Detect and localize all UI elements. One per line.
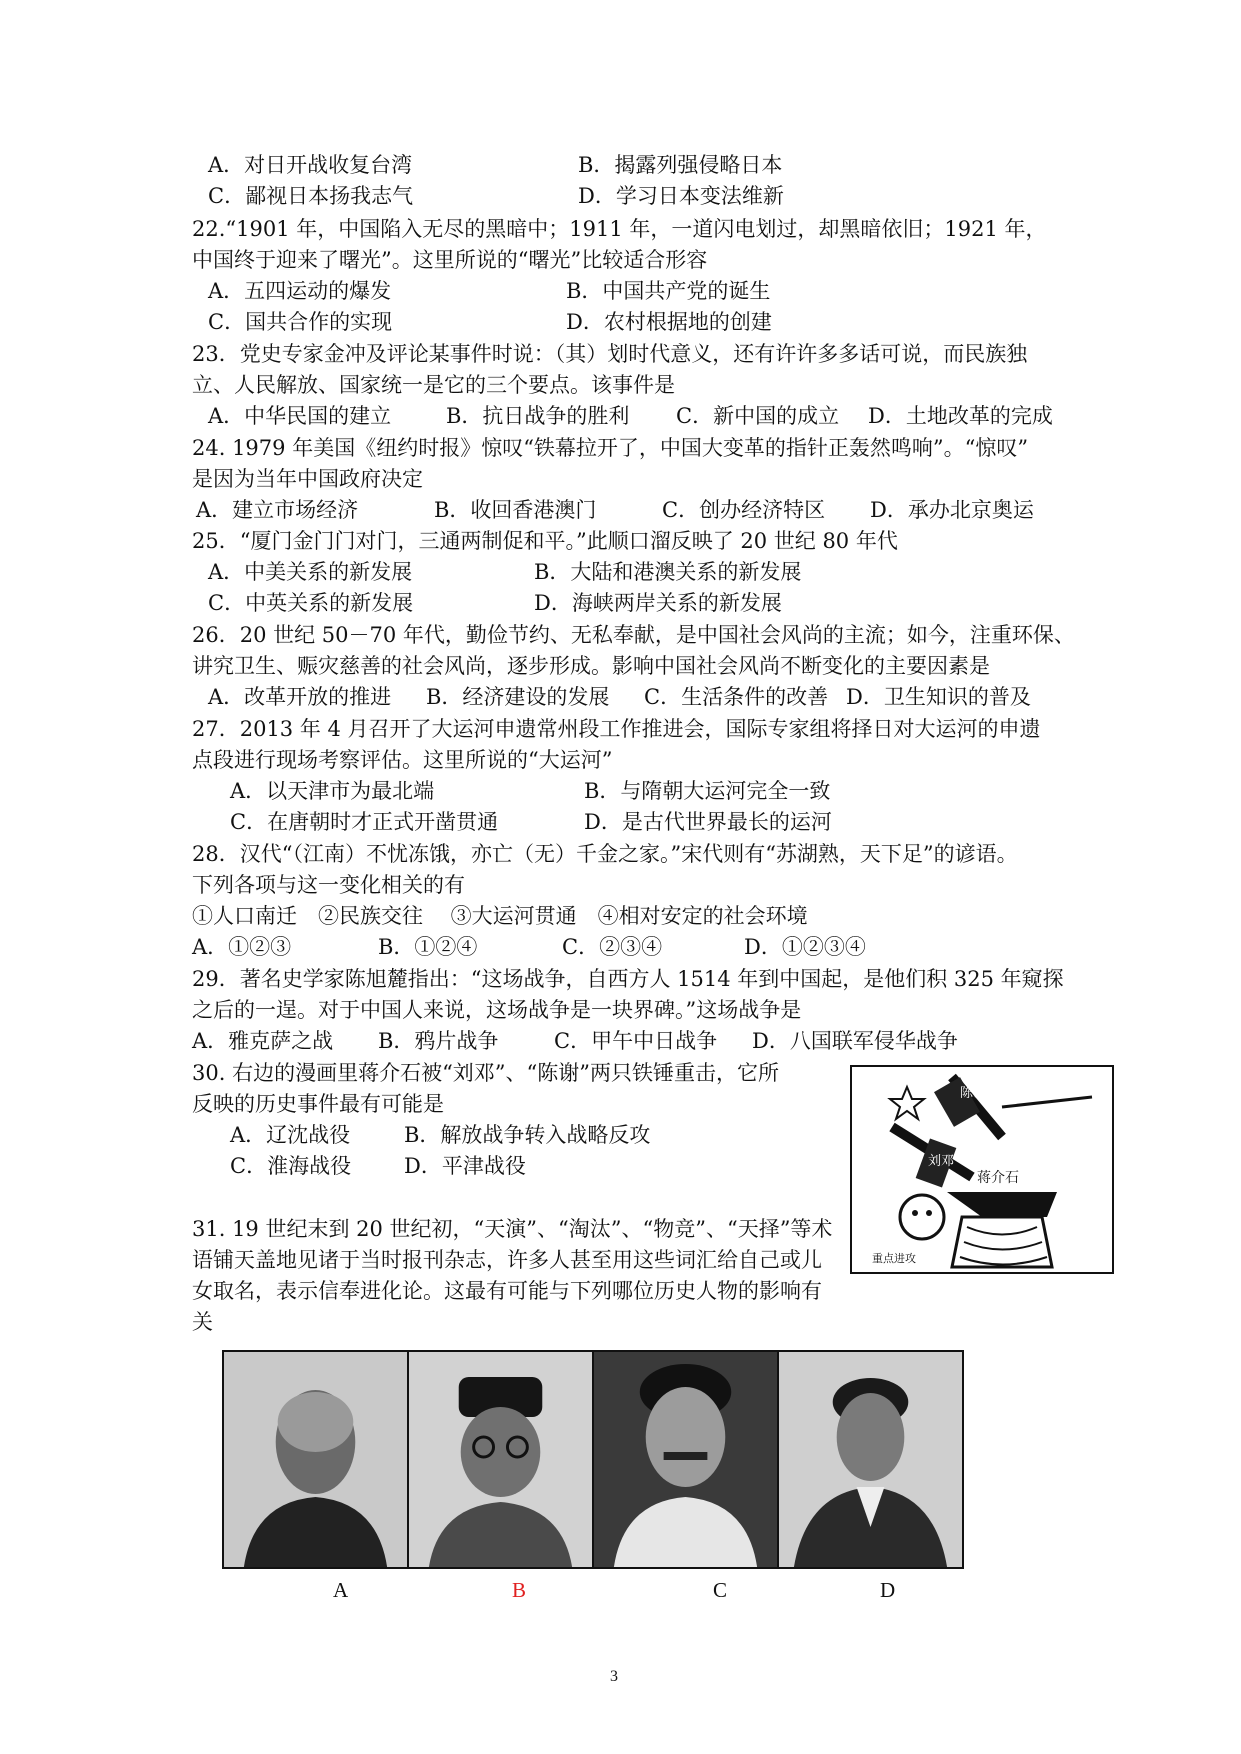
q23-option-a: A．中华民国的建立 — [208, 404, 392, 428]
portrait-label-a: A — [333, 1578, 349, 1602]
q21-option-d: D．学习日本变法维新 — [578, 184, 784, 208]
q29-option-b: B．鸦片战争 — [378, 1029, 499, 1053]
q29-stem-2: 之后的一逞。对于中国人来说，这场战争是一块界碑。”这场战争是 — [192, 998, 802, 1022]
q25-option-b: B．大陆和港澳关系的新发展 — [534, 560, 802, 584]
hammer-head-1 — [934, 1077, 980, 1127]
q30-option-c: C．淮海战役 — [230, 1154, 352, 1178]
portrait-b-image — [409, 1352, 592, 1567]
q28-option-b: B．①②④ — [378, 935, 478, 959]
q25-option-c: C．中英关系的新发展 — [208, 591, 414, 615]
q30-stem-2: 反映的历史事件最有可能是 — [192, 1092, 444, 1116]
cartoon-label-jiang: 蒋介石 — [977, 1170, 1019, 1186]
portrait-c — [594, 1352, 779, 1567]
q24-stem-2: 是因为当年中国政府决定 — [192, 467, 423, 491]
q27-option-d: D．是古代世界最长的运河 — [584, 810, 832, 834]
q21-option-b: B．揭露列强侵略日本 — [578, 153, 783, 177]
portrait-label-b: B — [512, 1578, 527, 1602]
q22-option-b: B．中国共产党的诞生 — [566, 279, 771, 303]
portrait-d-image — [779, 1352, 962, 1567]
q27-option-a: A．以天津市为最北端 — [230, 779, 435, 803]
page-number: 3 — [610, 1668, 618, 1685]
q22-stem-1: 22.“1901 年，中国陷入无尽的黑暗中；1911 年，一道闪电划过，却黑暗依旧；1921 年， — [192, 217, 1047, 241]
q29-stem-1: 29．著名史学家陈旭麓指出：“这场战争，自西方人 1514 年到中国起，是他们积 325 年窥探 — [192, 967, 1064, 991]
q24-option-b: B．收回香港澳门 — [434, 498, 597, 522]
hammer-handle-3 — [1002, 1097, 1092, 1107]
q31-stem-2: 语铺天盖地见诸于当时报刊杂志，许多人甚至用这些词汇给自己或儿 — [192, 1248, 822, 1272]
portrait-label-c: C — [713, 1578, 728, 1602]
q30-option-d: D．平津战役 — [404, 1154, 526, 1178]
q24-stem-1: 24. 1979 年美国《纽约时报》惊叹“铁幕拉开了，中国大变革的指针正轰然鸣响”。“惊叹” — [192, 436, 1029, 460]
q25-option-a: A．中美关系的新发展 — [208, 560, 413, 584]
q25-option-d: D．海峡两岸关系的新发展 — [534, 591, 782, 615]
cartoon-drawing — [852, 1067, 1112, 1272]
q31-stem-3: 女取名，表示信奉进化论。这最有可能与下列哪位历史人物的影响有 — [192, 1279, 822, 1303]
q29-option-c: C．甲午中日战争 — [554, 1029, 718, 1053]
portrait-strip — [222, 1350, 964, 1569]
q22-option-a: A．五四运动的爆发 — [208, 279, 392, 303]
q29-option-d: D．八国联军侵华战争 — [752, 1029, 958, 1053]
q29-option-a: A．雅克萨之战 — [192, 1029, 334, 1053]
q31-stem-1: 31. 19 世纪末到 20 世纪初，“天演”、“淘汰”、“物竞”、“天择”等术 — [192, 1217, 833, 1241]
q27-stem-1: 27．2013 年 4 月召开了大运河申遗常州段工作推进会，国际专家组将择日对大运河的申遗 — [192, 717, 1041, 741]
q30-option-b: B．解放战争转入战略反攻 — [404, 1123, 651, 1147]
q31-stem-4: 关 — [192, 1310, 213, 1334]
q21-option-c: C．鄙视日本扬我志气 — [208, 184, 414, 208]
cartoon-label-liudeng: 刘邓 — [928, 1154, 955, 1169]
q24-option-d: D．承办北京奥运 — [870, 498, 1034, 522]
q23-option-d: D．土地改革的完成 — [868, 404, 1053, 428]
portrait-b — [409, 1352, 594, 1567]
star-mark — [890, 1087, 924, 1119]
portrait-c-image — [594, 1352, 777, 1567]
cartoon-eye-left — [912, 1210, 918, 1216]
q27-option-b: B．与隋朝大运河完全一致 — [584, 779, 831, 803]
q28-items: ①人口南迁 ②民族交往 ③大运河贯通 ④相对安定的社会环境 — [192, 904, 808, 928]
q21-option-a: A．对日开战收复台湾 — [208, 153, 413, 177]
q25-stem: 25．“厦门金门门对门，三通两制促和平。”此顺口溜反映了 20 世纪 80 年代 — [192, 529, 898, 553]
q28-option-c: C．②③④ — [562, 935, 663, 959]
q23-stem-1: 23．党史专家金冲及评论某事件时说：（其）划时代意义，还有许许多多话可说，而民族独 — [192, 342, 1028, 366]
anvil — [947, 1192, 1057, 1217]
q22-stem-2: 中国终于迎来了曙光”。这里所说的“曙光”比较适合形容 — [192, 248, 708, 272]
cartoon-image — [850, 1065, 1114, 1274]
q23-option-c: C．新中国的成立 — [676, 404, 840, 428]
q28-option-a: A．①②③ — [192, 935, 292, 959]
q26-option-d: D．卫生知识的普及 — [846, 685, 1031, 709]
q24-option-a: A．建立市场经济 — [196, 498, 359, 522]
q23-stem-2: 立、人民解放、国家统一是它的三个要点。该事件是 — [192, 373, 675, 397]
portrait-label-d: D — [880, 1578, 896, 1602]
q26-stem-2: 讲究卫生、赈灾慈善的社会风尚，逐步形成。影响中国社会风尚不断变化的主要因素是 — [192, 654, 990, 678]
q28-stem-1: 28．汉代“（江南）不忧冻饿，亦亡（无）千金之家。”宋代则有“苏湖熟，天下足”的谚语。 — [192, 842, 1018, 866]
q22-option-c: C．国共合作的实现 — [208, 310, 393, 334]
portrait-a-image — [224, 1352, 407, 1567]
q26-stem-1: 26．20 世纪 50－70 年代，勤俭节约、无私奉献，是中国社会风尚的主流；如今，注重环保、 — [192, 623, 1075, 647]
cartoon-eye-right — [926, 1210, 932, 1216]
portrait-a — [224, 1352, 409, 1567]
q28-stem-2: 下列各项与这一变化相关的有 — [192, 873, 465, 897]
portrait-d — [779, 1352, 962, 1567]
cartoon-label-chenxie: 陈谢 — [960, 1086, 987, 1101]
q26-option-b: B．经济建设的发展 — [426, 685, 610, 709]
q28-option-d: D．①②③④ — [744, 935, 866, 959]
cartoon-label-attack: 重点进攻 — [872, 1252, 916, 1265]
q30-stem-1: 30. 右边的漫画里蒋介石被“刘邓”、“陈谢”两只铁锤重击，它所 — [192, 1061, 780, 1085]
q27-stem-2: 点段进行现场考察评估。这里所说的“大运河” — [192, 748, 613, 772]
q24-option-c: C．创办经济特区 — [662, 498, 826, 522]
q23-option-b: B．抗日战争的胜利 — [446, 404, 630, 428]
q26-option-a: A．改革开放的推进 — [208, 685, 392, 709]
q27-option-c: C．在唐朝时才正式开凿贯通 — [230, 810, 499, 834]
q26-option-c: C．生活条件的改善 — [644, 685, 829, 709]
cartoon-head — [900, 1195, 944, 1239]
q22-option-d: D．农村根据地的创建 — [566, 310, 772, 334]
q30-option-a: A．辽沈战役 — [230, 1123, 351, 1147]
